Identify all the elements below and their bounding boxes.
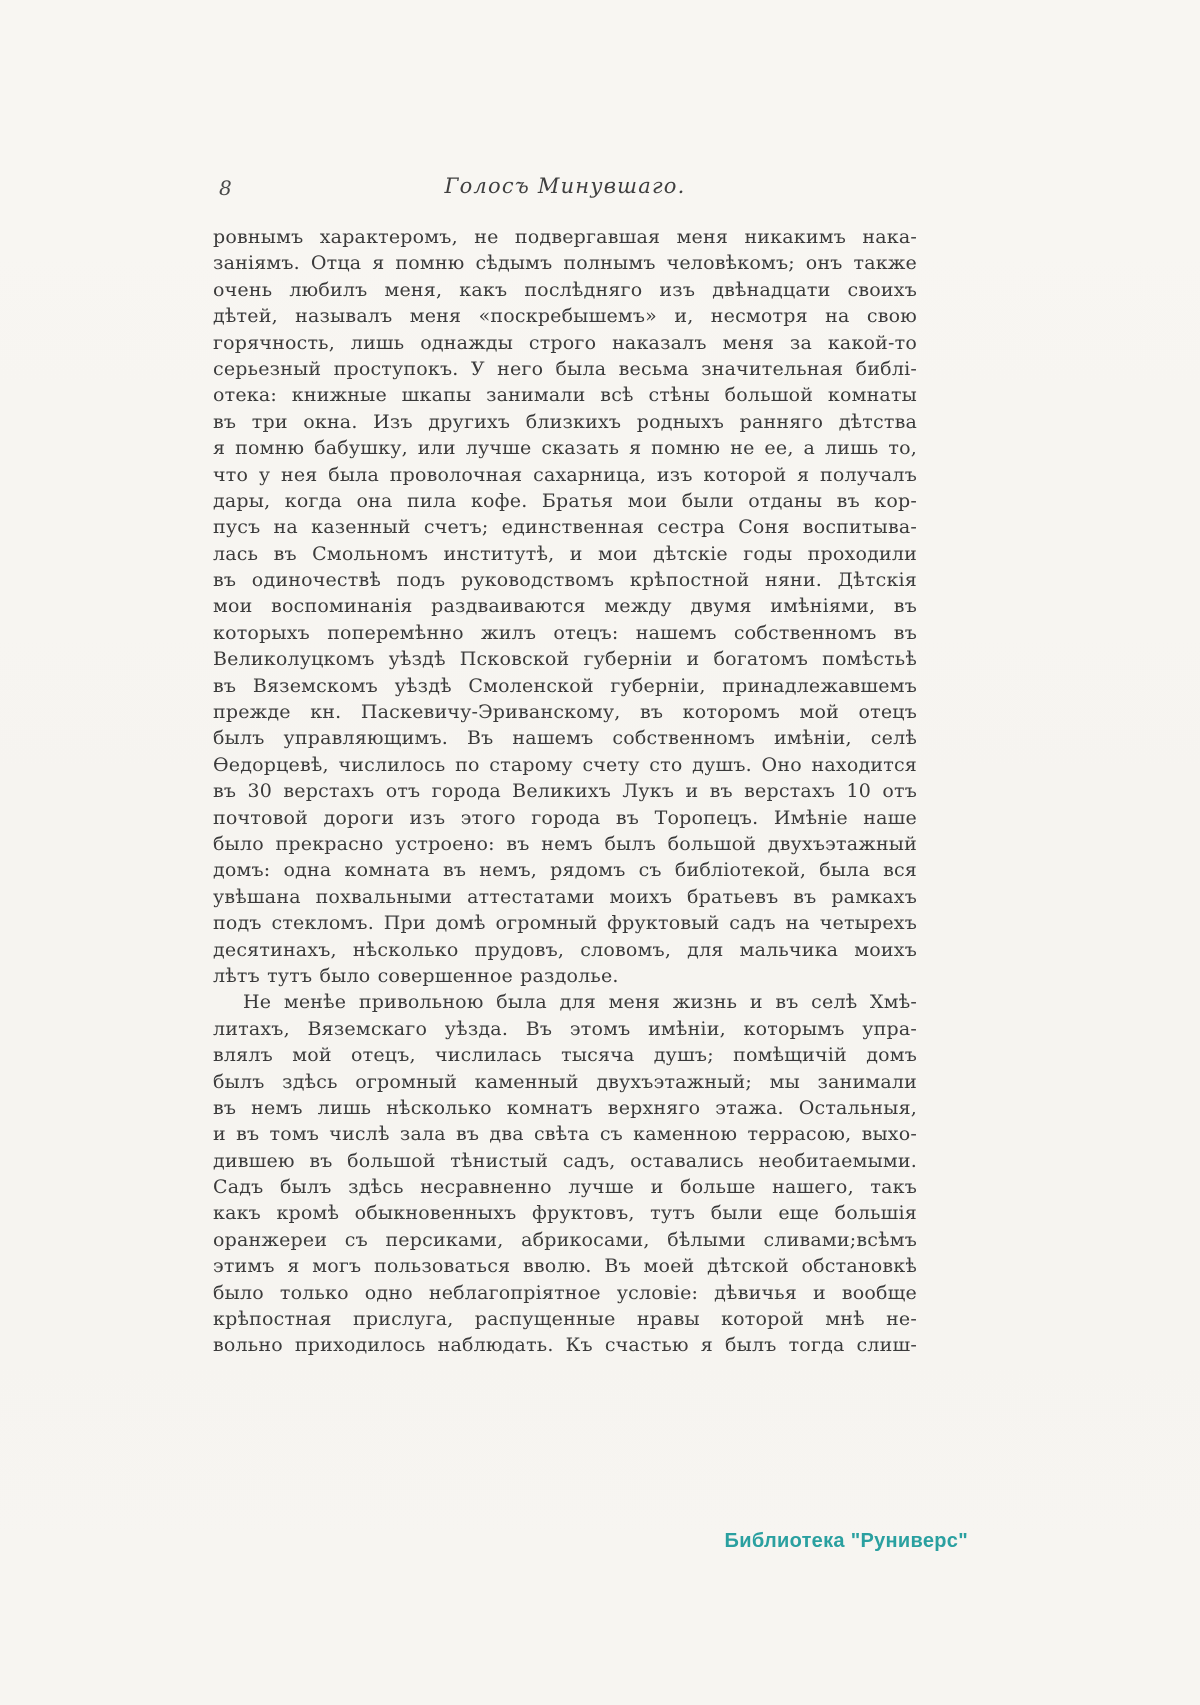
text-line: серьезный проступокъ. У него была весьма значительная библі- [213,357,917,380]
running-head-title: Голосъ Минувшаго. [444,174,686,198]
text-line: Садъ былъ здѣсь несравненно лучше и больше нашего, такъ [213,1176,917,1199]
text-line: Великолуцкомъ уѣздѣ Псковской губерніи и богатомъ помѣстьѣ [213,648,917,671]
text-line: очень любилъ меня, какъ послѣдняго изъ двѣнадцати своихъ [213,278,917,301]
text-line: отека: книжные шкапы занимали всѣ стѣны большой комнаты [213,384,917,407]
text-line: увѣшана похвальными аттестатами моихъ братьевъ въ рамкахъ [213,885,917,908]
text-line: этимъ я могъ пользоваться вволю. Въ моей дѣтской обстановкѣ [213,1255,917,1278]
text-line: домъ: одна комната въ немъ, рядомъ съ библіотекой, была вся [213,859,917,882]
text-line: ровнымъ характеромъ, не подвергавшая меня никакимъ нака- [213,226,917,248]
text-line: почтовой дороги изъ этого города въ Торопецъ. Имѣніе наше [213,806,917,829]
text-line: я помню бабушку, или лучше сказать я помню не ее, а лишь то, [213,437,917,460]
text-line: влялъ мой отецъ, числилась тысяча душъ; помѣщичій домъ [213,1044,917,1067]
text-line: горячность, лишь однажды строго наказалъ меня за какой-то [213,331,917,354]
text-line: въ три окна. Изъ другихъ близкихъ родныхъ ранняго дѣтства [213,410,917,433]
text-line: какъ кромѣ обыкновенныхъ фруктовъ, тутъ были еще большія [213,1202,917,1225]
library-watermark: Библиотека "Руниверс" [724,1530,968,1552]
text-line: оранжереи съ персиками, абрикосами, бѣлыми сливами;всѣмъ [213,1228,917,1251]
text-line: лѣтъ тутъ было совершенное раздолье. [213,964,619,987]
text-line: вольно приходилось наблюдать. Къ счастью я былъ тогда слиш- [213,1334,917,1357]
text-line: въ немъ лишь нѣсколько комнатъ верхняго этажа. Остальныя, [213,1096,917,1119]
text-line: что у нея была проволочная сахарница, изъ которой я получалъ [213,463,917,486]
text-line: Ѳедорцевѣ, числилось по старому счету сто душъ. Оно находится [213,753,917,776]
text-line: мои воспоминанія раздваиваются между двумя имѣніями, въ [213,595,917,618]
text-line: въ 30 верстахъ отъ города Великихъ Лукъ и въ верстахъ 10 отъ [213,780,917,803]
text-line: Не менѣе привольною была для меня жизнь и въ селѣ Хмѣ- [243,991,917,1014]
text-line: было только одно неблагопріятное условіе: дѣвичья и вообще [213,1281,917,1304]
text-line: и въ томъ числѣ зала въ два свѣта съ каменною террасою, выхо- [213,1123,917,1146]
text-line: подъ стекломъ. При домѣ огромный фруктовый садъ на четырехъ [213,912,917,935]
text-line: крѣпостная прислуга, распущенные нравы которой мнѣ не- [213,1308,917,1331]
text-line: пусъ на казенный счетъ; единственная сестра Соня воспитыва- [213,516,917,539]
text-line: заніямъ. Отца я помню сѣдымъ полнымъ человѣкомъ; онъ также [213,252,917,275]
page-number: 8 [219,176,232,200]
text-line: лась въ Смольномъ институтѣ, и мои дѣтскіе годы проходили [213,542,917,565]
text-line: было прекрасно устроено: въ немъ былъ большой двухъэтажный [213,832,917,855]
text-line: дѣтей, называлъ меня «поскребышемъ» и, несмотря на свою [213,305,917,328]
text-line: былъ управляющимъ. Въ нашемъ собственномъ имѣніи, селѣ [213,727,917,750]
text-line: былъ здѣсь огромный каменный двухъэтажный; мы занимали [213,1070,917,1093]
text-line: прежде кн. Паскевичу-Эриванскому, въ которомъ мой отецъ [213,701,917,724]
text-line: которыхъ поперемѣнно жилъ отецъ: нашемъ собственномъ въ [213,621,917,644]
body-text [213,224,917,1359]
text-line: въ одиночествѣ подъ руководствомъ крѣпостной няни. Дѣтскія [213,569,917,592]
text-line: дившею въ большой тѣнистый садъ, оставались необитаемыми. [213,1149,917,1172]
text-line: дары, когда она пила кофе. Братья мои были отданы въ кор- [213,489,917,512]
text-line: литахъ, Вяземскаго уѣзда. Въ этомъ имѣніи, которымъ упра- [213,1017,917,1040]
text-line: десятинахъ, нѣсколько прудовъ, словомъ, для мальчика моихъ [213,938,917,961]
text-line: въ Вяземскомъ уѣздѣ Смоленской губерніи, принадлежавшемъ [213,674,917,697]
